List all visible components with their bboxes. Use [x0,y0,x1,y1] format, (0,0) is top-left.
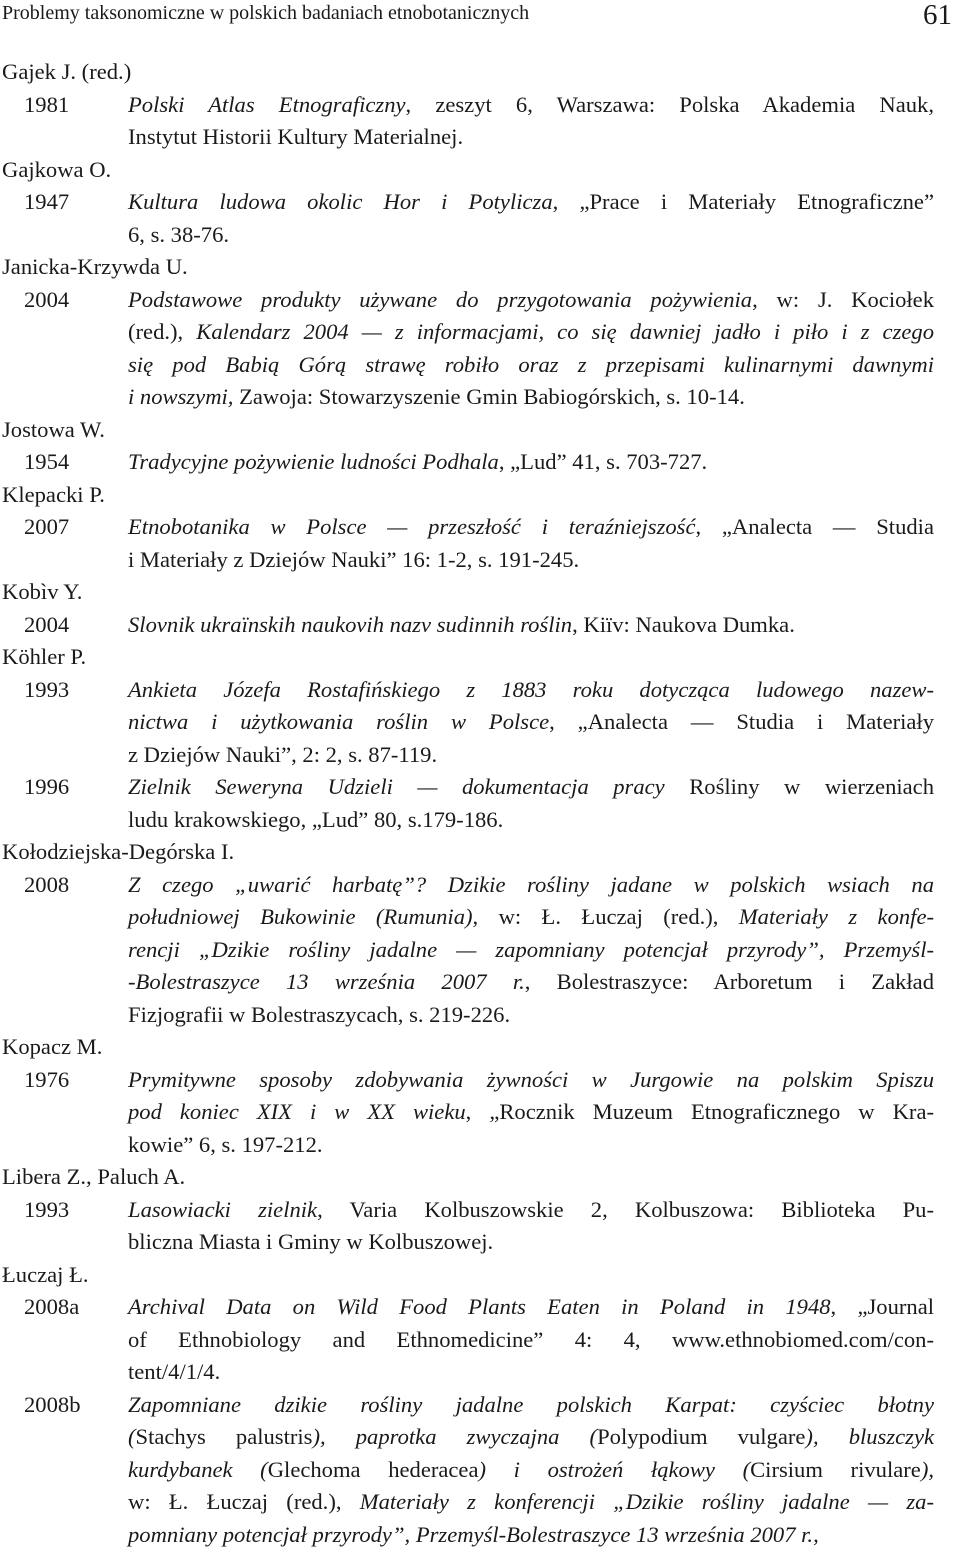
roman-run: kowie” 6, s. 197-212. [128,1131,323,1157]
running-title: Problemy taksonomiczne w polskich badaniach etnobotanicznych [2,2,530,24]
roman-run: 6, s. 38-76. [128,221,230,247]
italic-run: Kalendarz 2004 — z informacjami, co się dawniej jadło i piło i z czego [196,319,935,344]
italic-run: Archival Data on Wild Food Plants Eaten in Poland in 1948 [128,1294,831,1319]
reference-line [128,1096,934,1129]
reference-entry [0,511,960,576]
reference-text [128,674,934,772]
reference-line [128,1194,934,1227]
roman-run: , „Prace i Materiały Etnograficzne” [552,189,934,214]
italic-run: i nowszymi, [128,384,240,409]
reference-entry [0,1389,960,1552]
italic-run: Etnobotanika w Polsce — przeszłość i teraźniejszość [128,514,696,539]
reference-line [128,869,934,902]
reference-line [128,1064,934,1097]
roman-run: Glechoma hederacea [267,1456,479,1482]
roman-run: , „Rocznik Muzeum Etnograficznego w Kra- [465,1099,934,1124]
italic-run: pomniany potencjał przyrody”, Przemyśl-Bolestraszyce 13 września 2007 r., [128,1521,819,1547]
reference-text [128,284,934,414]
reference-text [128,869,934,1032]
italic-run: Slovnik ukraïnskih naukovih nazv sudinnih roślin [128,611,573,637]
reference-line [128,1486,934,1519]
roman-run: , „Journal [830,1294,934,1319]
reference-entry [0,89,960,154]
reference-year: 1993 [24,1196,70,1222]
reference-text [128,609,934,642]
reference-entry [0,1064,960,1162]
roman-run: , Bolestraszyce: Arboretum i Zakład [524,969,934,994]
roman-run: , w: J. Kociołek [752,286,934,312]
reference-text [128,1389,934,1552]
roman-run: , w: Ł. Łuczaj (red.), [472,904,739,929]
reference-line [128,349,934,382]
reference-line [128,739,934,772]
reference-line [128,446,934,479]
roman-run: Rośliny w wierzeniach [689,774,934,799]
reference-line [128,901,934,934]
reference-line [128,1421,934,1454]
reference-author: Kołodziejska-Degórska I. [2,839,235,864]
reference-text [128,446,934,479]
italic-run: rencji „Dzikie rośliny jadalne — zapomniany potencjał przyrody”, Przemyśl- [128,936,934,962]
reference-entry [0,771,960,836]
reference-line [128,316,934,349]
reference-entry [0,1291,960,1389]
reference-line [128,1129,934,1162]
reference-text [128,1291,934,1389]
reference-author: Łuczaj Ł. [2,1261,89,1287]
roman-run: i Materiały z Dziejów Nauki” 16: 1-2, s. 191-245. [128,546,580,572]
roman-run: ludu krakowskiego, „Lud” 80, s.179-186. [128,806,504,832]
roman-run: , Kiïv: Naukova Dumka. [572,611,795,637]
reference-year: 1976 [24,1066,70,1092]
reference-entry [0,609,960,642]
roman-run: , „Analecta — Studia [695,514,934,539]
reference-year: 1954 [24,449,70,474]
reference-line [128,1389,934,1422]
reference-author: Kopacz M. [2,1034,103,1059]
italic-run: kurdybanek ( [128,1456,268,1482]
italic-run: ( [128,1424,136,1449]
reference-author: Libera Z., Paluch A. [2,1164,186,1189]
reference-entry [0,674,960,772]
roman-run: Polypodium vulgare [597,1424,806,1449]
italic-run: Kultura ludowa okolic Hor i Potylicza [128,189,553,214]
italic-run: Polski Atlas Etnograficzny [128,91,406,117]
italic-run: Lasowiacki zielnik [128,1196,318,1222]
italic-run: ), paprotka zwyczajna ( [312,1424,598,1449]
roman-run: of Ethnobiology and Ethnomedicine” 4: 4, www.ethnobiomed.com/con- [128,1326,934,1352]
reference-year: 2008 [24,871,70,897]
reference-line [128,544,934,577]
reference-line [128,771,934,804]
reference-text [128,511,934,576]
reference-line [128,674,934,707]
reference-line [128,89,934,122]
roman-run: Cirsium rivulare [750,1456,921,1482]
italic-run: Podstawowe produkty używane do przygotowania pożywienia [128,286,753,312]
italic-run: Zielnik Seweryna Udzieli — dokumentacja pracy [128,774,690,799]
reference-line [128,121,934,154]
bibliography-list [0,56,960,1551]
reference-line [128,1324,934,1357]
italic-run: Zapomniane dzikie rośliny jadalne polskich Karpat: czyściec błotny [128,1391,934,1417]
italic-run: Ankieta Józefa Rostafińskiego z 1883 roku dotycząca ludowego nazew- [128,676,934,702]
roman-run: w: Ł. Łuczaj (red.), [128,1489,360,1514]
roman-run: , „Lud” 41, s. 703-727. [498,449,708,474]
reference-year: 1993 [24,676,70,702]
italic-run: się pod Babią Górą strawę robiło oraz z przepisami kulinarnymi dawnymi [128,351,934,377]
reference-author: Kobìv Y. [2,579,83,604]
reference-text [128,1194,934,1259]
reference-year: 2004 [24,286,70,312]
reference-year: 2008b [24,1391,81,1417]
reference-line [128,186,934,219]
reference-entry [0,186,960,251]
italic-run: Materiały z konferencji „Dzikie rośliny jadalne — za- [359,1489,934,1514]
running-header [0,0,960,40]
reference-entry [0,869,960,1032]
roman-run: bliczna Miasta i Gminy w Kolbuszowej. [128,1229,494,1254]
italic-run: ), bluszczyk [805,1424,935,1449]
reference-year: 2007 [24,514,70,539]
roman-run: (red.), [128,319,197,344]
reference-author: Klepacki P. [2,481,105,507]
reference-line [128,219,934,252]
reference-entry [0,284,960,414]
italic-run: Prymitywne sposoby zdobywania żywności w Jurgowie na polskim Spiszu [128,1066,934,1092]
reference-line [128,609,934,642]
reference-line [128,1519,934,1552]
reference-line [128,1356,934,1389]
reference-line [128,381,934,414]
reference-line [128,284,934,317]
roman-run: , zeszyt 6, Warszawa: Polska Akademia Nauk, [405,91,934,117]
reference-line [128,999,934,1032]
reference-author: Gajkowa O. [2,156,112,182]
roman-run: Zawoja: Stowarzyszenie Gmin Babiogórskich, s. 10-14. [239,384,745,409]
reference-entry [0,446,960,479]
roman-run: Stachys palustris [135,1424,313,1449]
reference-line [128,966,934,999]
reference-author: Köhler P. [2,644,87,669]
reference-text [128,771,934,836]
page-number: 61 [923,0,952,31]
reference-author: Gajek J. (red.) [2,59,132,84]
italic-run: nictwa i użytkowania roślin w Polsce [128,709,550,734]
italic-run: ) i ostrożeń łąkowy ( [478,1456,751,1482]
roman-run: z Dziejów Nauki”, 2: 2, s. 87-119. [128,741,438,767]
roman-run: Fizjografii w Bolestraszycach, s. 219-226. [128,1001,511,1027]
reference-line [128,934,934,967]
italic-run: Materiały z konfe- [738,904,934,929]
reference-year: 1981 [24,91,70,117]
reference-line [128,1291,934,1324]
reference-author: Janicka-Krzywda U. [2,254,188,279]
reference-line [128,1226,934,1259]
reference-author: Jostowa W. [2,416,105,442]
roman-run: Instytut Historii Kultury Materialnej. [128,124,464,149]
italic-run: ), [920,1456,934,1482]
reference-year: 2004 [24,611,70,637]
reference-text [128,186,934,251]
italic-run: -Bolestraszyce 13 września 2007 r. [128,969,525,994]
reference-line [128,511,934,544]
reference-year: 2008a [24,1294,80,1319]
italic-run: Tradycyjne pożywienie ludności Podhala [128,449,499,474]
reference-year: 1947 [24,189,70,214]
reference-line [128,1454,934,1487]
italic-run: Z czego „uwarić harbatę”? Dzikie rośliny jadane w polskich wsiach na [128,871,934,897]
reference-line [128,804,934,837]
italic-run: południowej Bukowinie (Rumunia) [128,904,473,929]
roman-run: , Varia Kolbuszowskie 2, Kolbuszowa: Biblioteka Pu- [317,1196,934,1222]
reference-line [128,706,934,739]
reference-text [128,1064,934,1162]
reference-entry [0,1194,960,1259]
roman-run: tent/4/1/4. [128,1359,221,1384]
roman-run: , „Analecta — Studia i Materiały [549,709,934,734]
reference-year: 1996 [24,774,70,799]
italic-run: pod koniec XIX i w XX wieku [128,1099,466,1124]
reference-text [128,89,934,154]
